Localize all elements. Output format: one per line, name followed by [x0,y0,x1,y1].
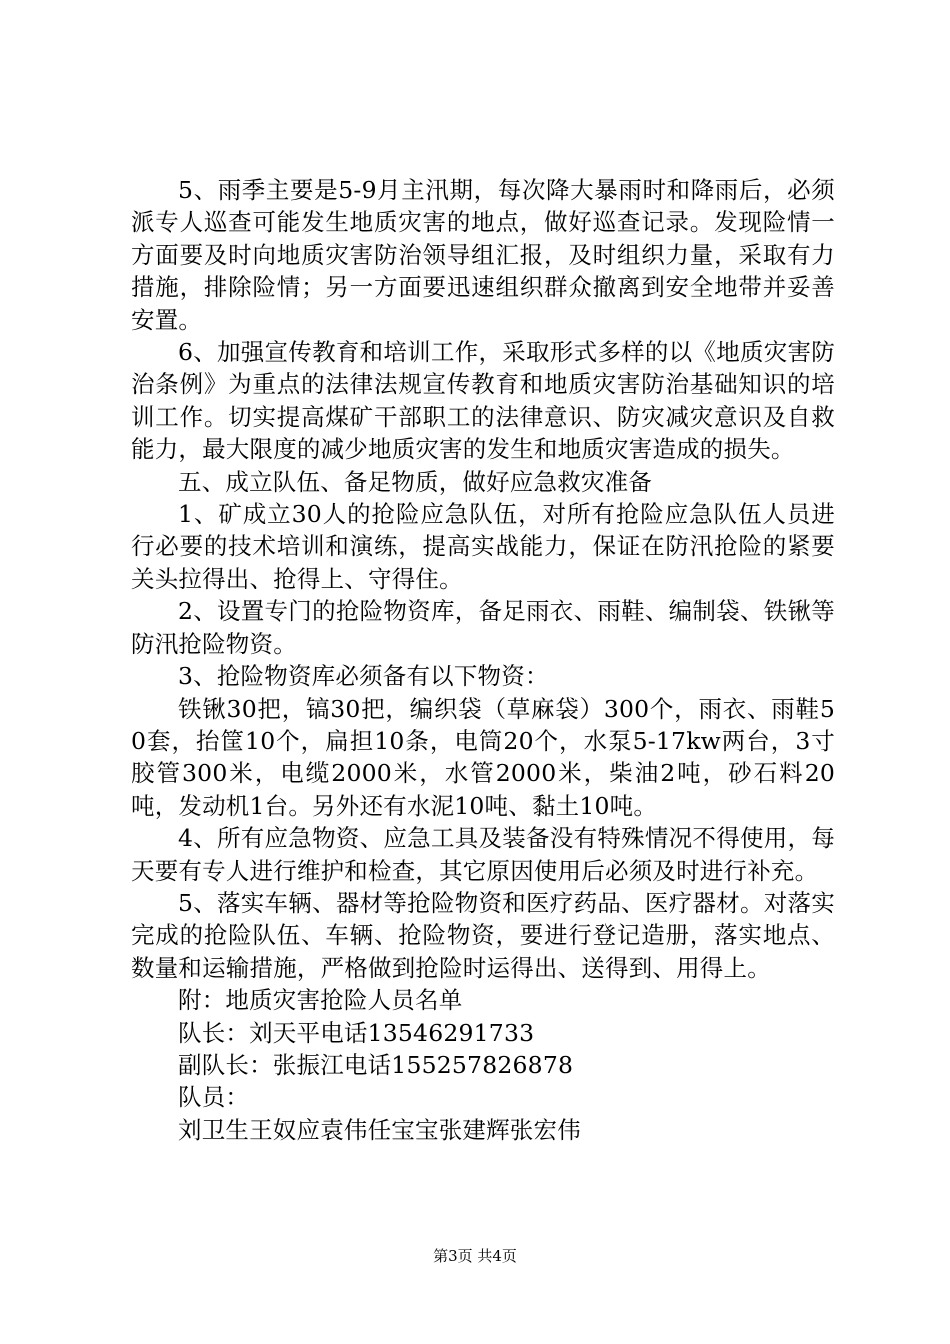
document-body [131,174,835,1146]
paragraph-emergency-team: 1、矿成立30人的抢险应急队伍，对所有抢险应急队伍人员进行必要的技术培训和演练，提高实战能力，保证在防汛抢险的紧要关头拉得出、抢得上、守得住。 [131,500,835,593]
paragraph-required-materials: 3、抢险物资库必须备有以下物资： [178,662,549,691]
paragraph-materials-list: 铁锹30把，镐30把，编织袋（草麻袋）300个，雨衣、雨鞋50套，抬筐10个，扁担10条，电筒20个，水泵5-17kw两台，3寸胶管300米，电缆2000米，水管2000米，柴油2吨，砂石料20吨，发动机1台。另外还有水泥10吨、黏土10吨。 [131,694,835,820]
paragraph-publicity-training: 6、加强宣传教育和培训工作，采取形式多样的以《地质灾害防治条例》为重点的法律法规宣传教育和地质灾害防治基础知识的培训工作。切实提高煤矿干部职工的法律意识、防灾减灾意识及自救能力，最大限度的减少地质灾害的发生和地质灾害造成的损失。 [131,338,835,464]
team-members-names: 刘卫生王奴应袁伟任宝宝张建辉张宏伟 [178,1115,581,1144]
paragraph-material-maintenance: 4、所有应急物资、应急工具及装备没有特殊情况不得使用，每天要有专人进行维护和检查，其它原因使用后必须及时进行补充。 [131,824,835,885]
page-number-footer: 第3页 共4页 [433,1247,517,1265]
paragraph-rainy-season-patrol: 5、雨季主要是5-9月主汛期，每次降大暴雨时和降雨后，必须派专人巡查可能发生地质灾害的地点，做好巡查记录。发现险情一方面要及时向地质灾害防治领导组汇报，及时组织力量，采取有力措施，排除险情；另一方面要迅速组织群众撤离到安全地带并妥善安置。 [131,176,835,334]
team-members-label: 队员： [178,1083,250,1112]
appendix-title: 附：地质灾害抢险人员名单 [178,986,463,1015]
team-leader-line: 队长：刘天平电话13546291733 [178,1018,535,1047]
paragraph-vehicles-medical: 5、落实车辆、器材等抢险物资和医疗药品、医疗器材。对落实完成的抢险队伍、车辆、抢险物资，要进行登记造册，落实地点、数量和运输措施，严格做到抢险时运得出、送得到、用得上。 [131,888,835,982]
deputy-leader-line: 副队长：张振江电话155257826878 [178,1050,574,1079]
paragraph-material-warehouse: 2、设置专门的抢险物资库，备足雨衣、雨鞋、编制袋、铁锹等防汛抢险物资。 [131,597,835,658]
section-heading-team-materials: 五、成立队伍、备足物质，做好应急救灾准备 [178,467,652,496]
